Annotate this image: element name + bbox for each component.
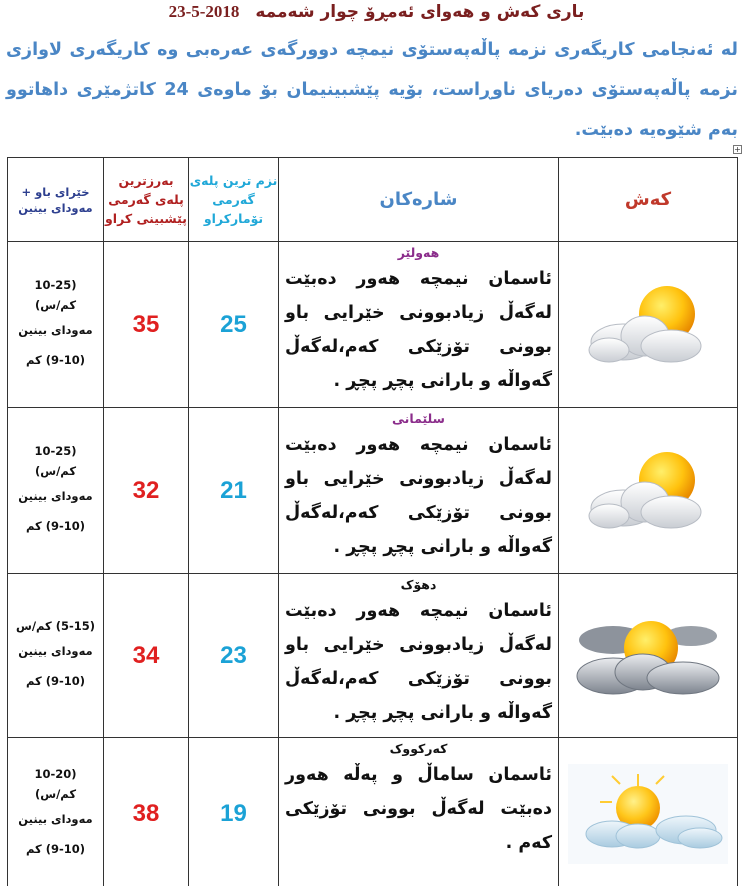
table-header-row (8, 158, 738, 242)
wind-speed: (10-25 (34, 443, 77, 458)
visibility-label: مەودای بینین (18, 322, 93, 337)
header-max-temp: بەرزترین پلەی گەرمی پێشبینی کراو (104, 158, 189, 242)
weather-icon-cell (559, 738, 738, 886)
weather-description: ئاسمان نیمچە هەور دەبێت لەگەڵ زیادبوونی خێرایی باو بوونی تۆزێکی کەم،لەگەڵ گەواڵە و بارانی پچڕ پچڕ . (285, 269, 552, 391)
visibility-label: مەودای بینین (18, 811, 93, 826)
visibility-label: مەودای بینین (18, 643, 93, 658)
table-row (8, 242, 738, 408)
header-weather: کەش (559, 158, 738, 242)
wind-speed: (5-15) کم/س (15, 618, 96, 633)
max-temp-cell: 38 (104, 738, 189, 886)
city-name: هەولێر (397, 245, 440, 260)
city-name: دهۆک (400, 577, 437, 592)
weather-description: ئاسمان نیمچە هەور دەبێت لەگەڵ زیادبوونی خێرایی باو بوونی تۆزێکی کەم،لەگەڵ گەواڵە و بارانی پچڕ پچڕ . (285, 601, 552, 723)
table-move-handle-icon[interactable]: + (734, 145, 741, 154)
intro-paragraph: لە ئەنجامی کاریگەری نزمە پاڵەپەستۆی نیمچە دوورگەی عەرەبی وە کاریگەری لاوازی نزمە پاڵەپەستۆی دەریای ناوڕاست، بۆیە پێشبینیمان بۆ ماوەی 24 کاتژمێری داهاتوو بەم شێوەیە دەبێت. (6, 40, 738, 140)
table-row (8, 408, 738, 574)
wind-unit: کم/س) (34, 463, 77, 478)
wind-visibility-cell (8, 408, 104, 574)
description-cell (279, 408, 559, 574)
sun-light-cloud-icon (568, 764, 728, 864)
wind-visibility-cell (8, 242, 104, 408)
visibility-value: (9-10) کم (25, 518, 85, 533)
title-text: باری کەش و هەوای ئەمڕۆ چوار شەممە (255, 2, 585, 22)
weather-description: ئاسمان ساماڵ و پەڵە هەور دەبێت لەگەڵ بوونی تۆزێکی کەم . (285, 765, 552, 853)
min-temp-cell: 25 (189, 242, 279, 408)
max-temp-cell: 35 (104, 242, 189, 408)
page-title (0, 2, 743, 22)
weather-description: ئاسمان نیمچە هەور دەبێت لەگەڵ زیادبوونی خێرایی باو بوونی تۆزێکی کەم،لەگەڵ گەواڵە و بارانی پچڕ پچڕ . (285, 435, 552, 557)
weather-icon-cell (559, 574, 738, 738)
visibility-value: (9-10) کم (25, 673, 85, 688)
header-city: شارەکان (279, 158, 559, 242)
sun-cloud-icon (583, 280, 713, 370)
title-date: 2018-5-23 (168, 2, 240, 21)
wind-unit: کم/س) (34, 297, 77, 312)
visibility-value: (9-10) کم (25, 841, 85, 856)
description-cell (279, 574, 559, 738)
wind-visibility-cell (8, 738, 104, 886)
wind-speed: (10-25 (34, 277, 77, 292)
header-min-temp: نزم ترین پلەی گەرمی تۆمارکراو (189, 158, 279, 242)
header-wind: خێرای باو + مەودای بینین (8, 158, 104, 242)
weather-table (7, 157, 738, 886)
weather-icon-cell (559, 242, 738, 408)
wind-visibility-cell (8, 574, 104, 738)
visibility-value: (9-10) کم (25, 352, 85, 367)
max-temp-cell: 34 (104, 574, 189, 738)
description-cell (279, 738, 559, 886)
min-temp-cell: 19 (189, 738, 279, 886)
min-temp-cell: 23 (189, 574, 279, 738)
description-cell (279, 242, 559, 408)
table-row (8, 738, 738, 886)
city-name: سلێمانی (392, 411, 445, 426)
sun-dark-cloud-icon (573, 606, 723, 706)
sun-cloud-icon (583, 446, 713, 536)
weather-icon-cell (559, 408, 738, 574)
max-temp-cell: 32 (104, 408, 189, 574)
city-name: کەرکووک (389, 741, 448, 756)
table-row (8, 574, 738, 738)
visibility-label: مەودای بینین (18, 488, 93, 503)
min-temp-cell: 21 (189, 408, 279, 574)
wind-unit: کم/س) (34, 786, 77, 801)
wind-speed: (10-20 (34, 766, 77, 781)
